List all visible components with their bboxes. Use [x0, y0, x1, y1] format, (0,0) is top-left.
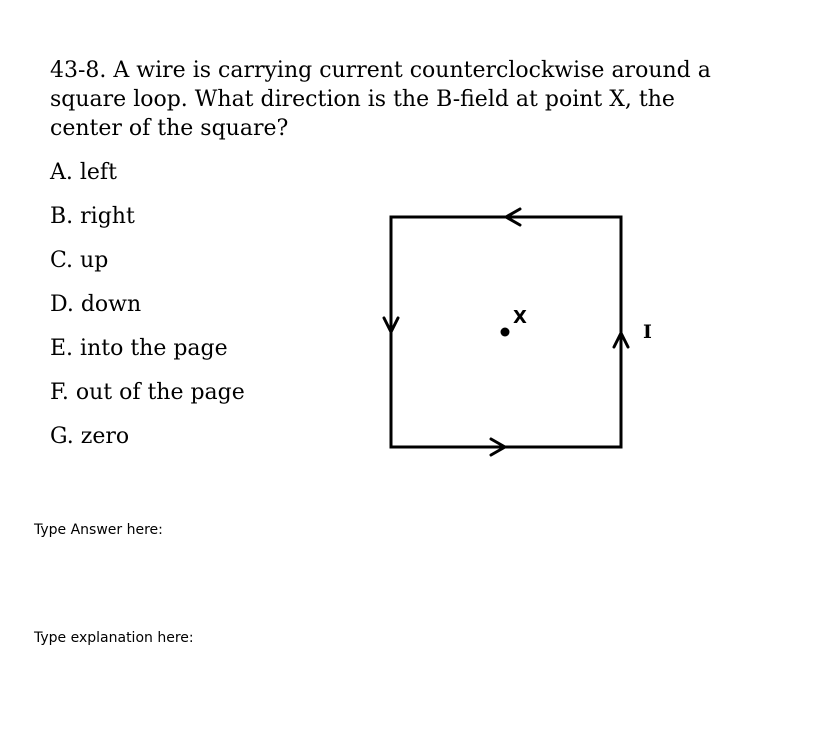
- explanation-prompt: Type explanation here:: [34, 630, 194, 646]
- current-label: I: [643, 321, 652, 343]
- option-a: A. left: [50, 160, 117, 185]
- explanation-input[interactable]: [34, 656, 798, 720]
- answer-prompt: Type Answer here:: [34, 522, 163, 538]
- option-d: D. down: [50, 292, 142, 317]
- option-c: C. up: [50, 248, 109, 273]
- option-e: E. into the page: [50, 336, 228, 361]
- point-x-label: X: [513, 307, 527, 328]
- question-text: 43-8. A wire is carrying current counterclockwise around a square loop. What direction is the B-field at point X, the center of the square?: [50, 58, 711, 141]
- option-b: B. right: [50, 204, 135, 229]
- option-f: F. out of the page: [50, 380, 245, 405]
- center-point-x: [501, 328, 510, 337]
- answer-input[interactable]: [34, 548, 798, 612]
- option-g: G. zero: [50, 424, 130, 449]
